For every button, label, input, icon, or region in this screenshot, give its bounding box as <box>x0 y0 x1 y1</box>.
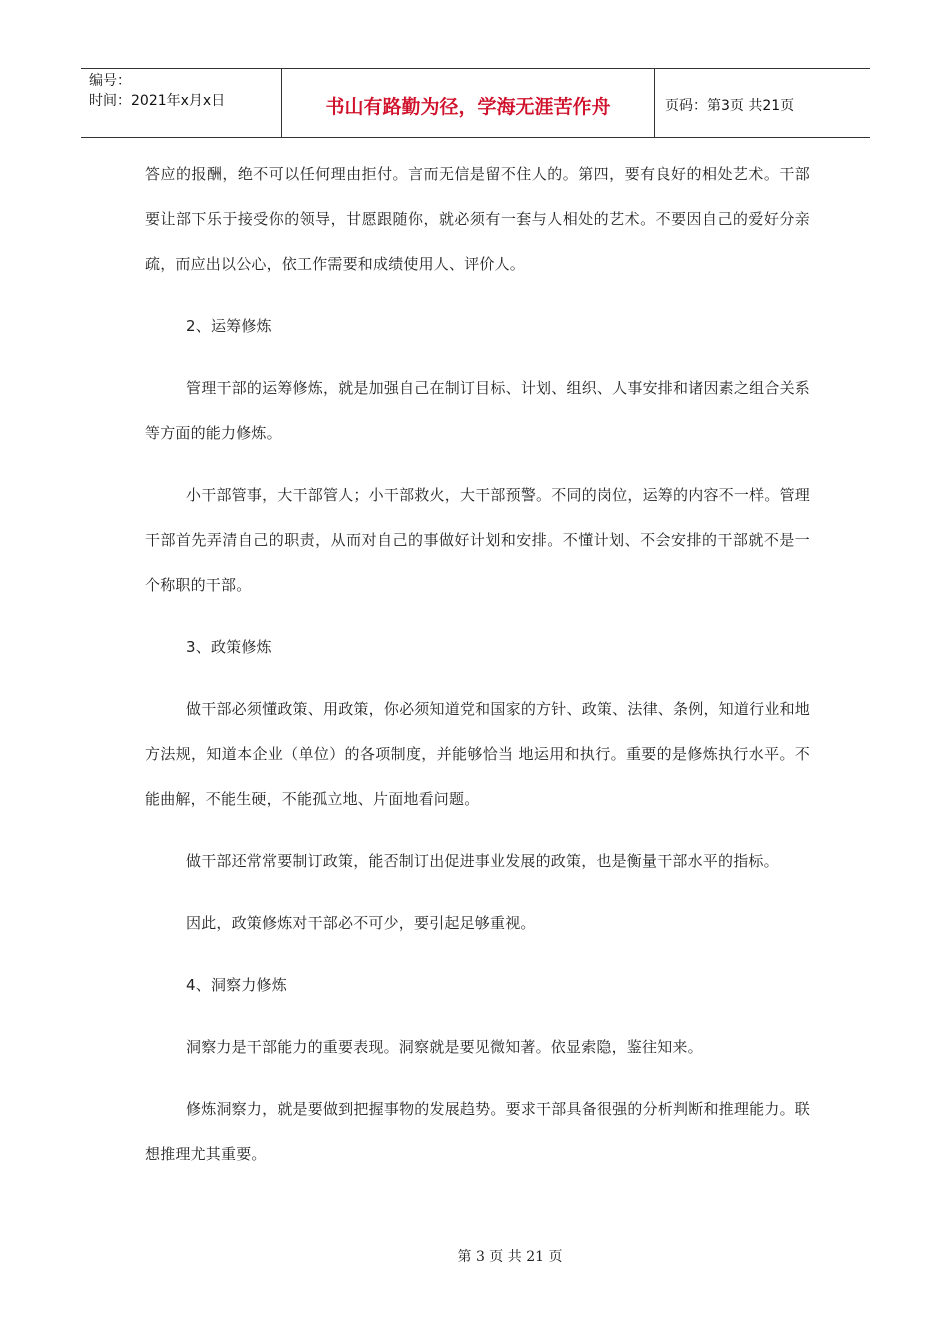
body-paragraph: 管理干部的运筹修炼，就是加强自己在制订目标、计划、组织、人事安排和诸因素之组合关系等方面的能力修炼。 <box>145 379 810 442</box>
body-paragraph: 修炼洞察力，就是要做到把握事物的发展趋势。要求干部具备很强的分析判断和推理能力。联想推理尤其重要。 <box>145 1100 810 1163</box>
body-paragraph: 做干部还常常要制订政策，能否制订出促进事业发展的政策，也是衡量干部水平的指标。 <box>186 852 779 870</box>
header-motto: 书山有路勤为径，学海无涯苦作舟 <box>282 69 655 137</box>
page-footer: 第 3 页 共 21 页 <box>457 1249 563 1265</box>
body-paragraph: 小干部管事，大干部管人；小干部救火，大干部预警。不同的岗位，运筹的内容不一样。管理干部首先弄清自己的职责，从而对自己的事做好计划和安排。不懂计划、不会安排的干部就不是一个称职的干部。 <box>145 486 810 594</box>
page-header <box>81 68 870 138</box>
body-paragraph: 做干部必须懂政策、用政策，你必须知道党和国家的方针、政策、法律、条例，知道行业和地方法规，知道本企业（单位）的各项制度，并能够恰当 地运用和执行。重要的是修炼执行水平。不能曲解，不能生硬，不能孤立地、片面地看问题。 <box>145 700 810 808</box>
document-body <box>145 152 810 1177</box>
header-page-info: 页码：第3页 共21页 <box>665 98 795 114</box>
document-number-label: 编号： <box>89 73 131 89</box>
document-date: 时间：2021年x月x日 <box>89 93 226 109</box>
body-paragraph: 因此，政策修炼对干部必不可少，要引起足够重视。 <box>186 914 536 932</box>
body-paragraph: 答应的报酬，绝不可以任何理由拒付。言而无信是留不住人的。第四，要有良好的相处艺术。干部要让部下乐于接受你的领导，甘愿跟随你，就必须有一套与人相处的艺术。不要因自己的爱好分亲疏，而应出以公心，依工作需要和成绩使用人、评价人。 <box>145 165 810 273</box>
section-heading: 2、运筹修炼 <box>186 317 272 335</box>
section-heading: 3、政策修炼 <box>186 638 272 656</box>
section-heading: 4、洞察力修炼 <box>186 976 287 994</box>
body-paragraph: 洞察力是干部能力的重要表现。洞察就是要见微知著。依显索隐，鉴往知来。 <box>186 1038 703 1056</box>
header-meta <box>81 69 282 137</box>
